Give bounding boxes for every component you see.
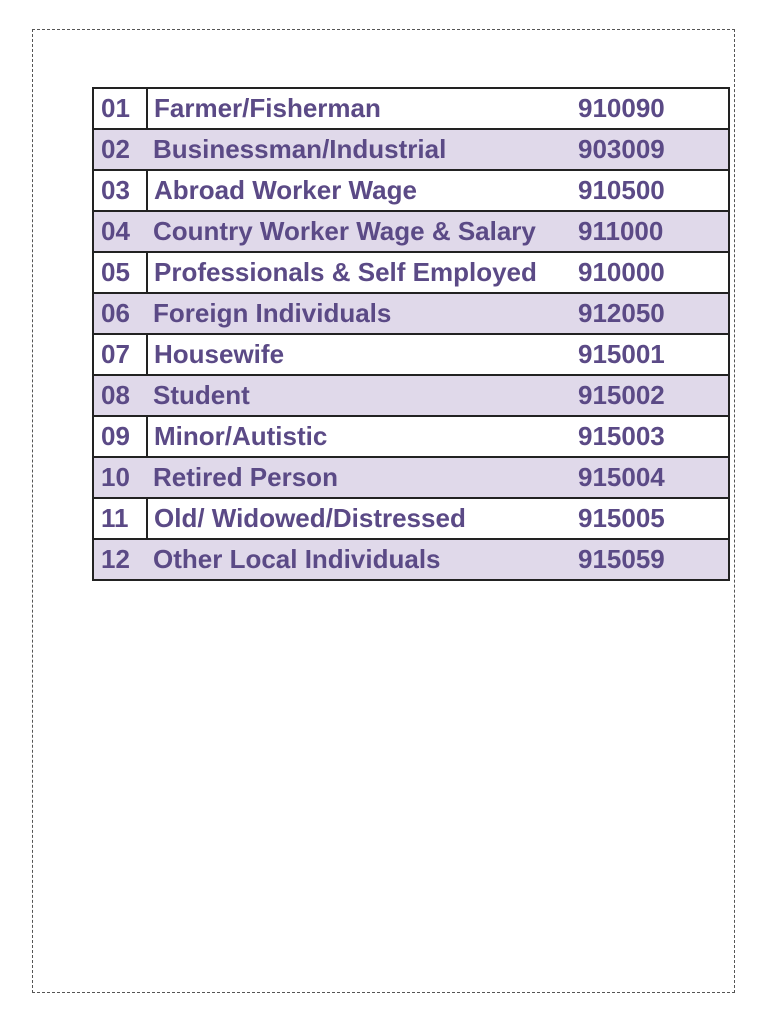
table-row [93, 457, 729, 498]
table-row [93, 498, 729, 539]
row-code: 910000 [578, 257, 665, 287]
table-row [93, 88, 729, 129]
row-description: Businessman/Industrial [153, 134, 447, 164]
row-number: 06 [101, 298, 130, 328]
row-code: 912050 [578, 298, 665, 328]
row-number: 07 [93, 334, 147, 375]
row-description: Abroad Worker Wage [147, 170, 571, 211]
row-code: 910090 [578, 93, 665, 123]
occupation-code-table [92, 87, 730, 581]
row-description: Student [153, 380, 250, 410]
row-code: 911000 [578, 216, 664, 246]
row-code: 915001 [578, 339, 665, 369]
row-code: 915059 [578, 544, 665, 574]
row-description: Farmer/Fisherman [147, 88, 571, 129]
table-row [93, 129, 729, 170]
table-row [93, 252, 729, 293]
row-code: 903009 [578, 134, 665, 164]
row-number: 10 [101, 462, 130, 492]
row-number: 02 [101, 134, 130, 164]
row-code: 915004 [578, 462, 665, 492]
row-description: Other Local Individuals [153, 544, 441, 574]
row-description: Old/ Widowed/Distressed [147, 498, 571, 539]
row-number: 05 [93, 252, 147, 293]
row-description: Retired Person [153, 462, 338, 492]
table-row [93, 539, 729, 580]
row-number: 03 [93, 170, 147, 211]
row-code: 915002 [578, 380, 665, 410]
row-number: 01 [93, 88, 147, 129]
row-number: 12 [101, 544, 130, 574]
row-number: 09 [93, 416, 147, 457]
row-description: Minor/Autistic [147, 416, 571, 457]
table-row [93, 211, 729, 252]
table-row [93, 416, 729, 457]
table-row [93, 170, 729, 211]
table-row [93, 334, 729, 375]
row-description: Professionals & Self Employed [147, 252, 571, 293]
row-code: 910500 [578, 175, 665, 205]
row-code: 915005 [578, 503, 665, 533]
row-description: Foreign Individuals [153, 298, 392, 328]
row-description: Housewife [147, 334, 571, 375]
row-description: Country Worker Wage & Salary [153, 216, 536, 246]
table-row [93, 375, 729, 416]
table-row [93, 293, 729, 334]
row-number: 04 [101, 216, 130, 246]
row-code: 915003 [578, 421, 665, 451]
row-number: 11 [93, 498, 147, 539]
row-number: 08 [101, 380, 130, 410]
